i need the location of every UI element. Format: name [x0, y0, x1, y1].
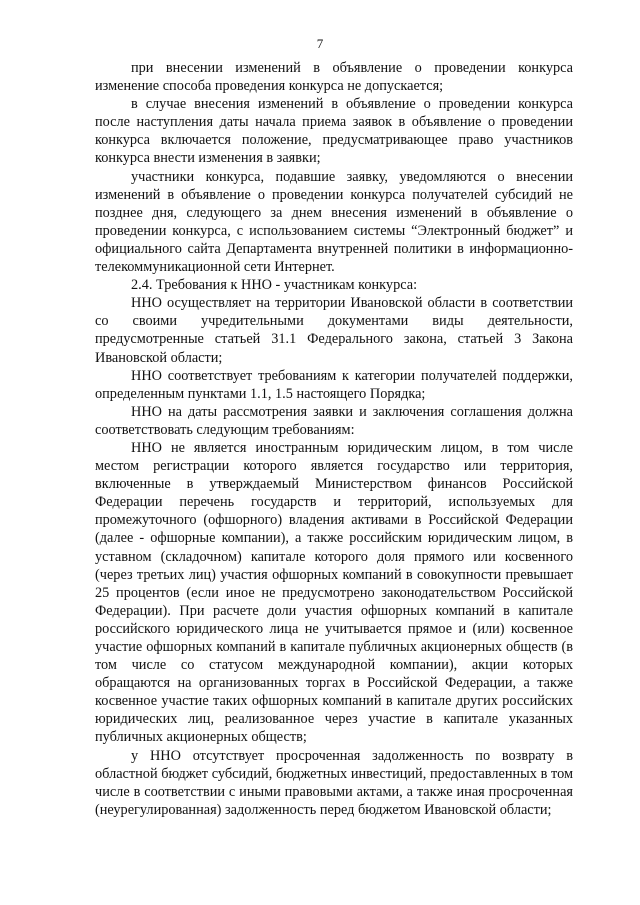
paragraph: в случае внесения изменений в объявление о проведении конкурса после наступления даты начала приема заявок в объявление о проведении конкурса включается положение, предусматривающее право участников конкурса внести изменения в заявки; — [95, 96, 573, 167]
paragraph: ННО не является иностранным юридическим лицом, в том числе местом регистрации которого является государство или территория, включенные в утверждаемый Министерством финансов Российской Федерации перечень государств и территорий, используемых для промежуточного (офшорного) владения активами в Российской Федерации (далее - офшорные компании), а также российским юридическим лицом, в уставном (складочном) капитале которого доля прямого или косвенного (через третьих лиц) участия офшорных компаний в совокупности превышает 25 процентов (если иное не предусмотрено законодательством Российской Федерации). При расчете доли участия офшорных компаний в капитале российского юридического лица не учитывается прямое и (или) косвенное участие офшорных компаний в капитале публичных акционерных обществ (в том числе со статусом международной компании), акции которых обращаются на организованных торгах в Российской Федерации, а также косвенное участие таких офшорных компаний в капитале других российских юридических лиц, реализованное через участие в капитале указанных публичных акционерных обществ; — [95, 439, 573, 746]
section-heading: 2.4. Требования к ННО - участникам конкурса: — [131, 277, 418, 294]
paragraph: при внесении изменений в объявление о проведении конкурса изменение способа проведения конкурса не допускается; — [95, 60, 573, 95]
paragraph: ННО соответствует требованиям к категории получателей поддержки, определенным пунктами 1.1, 1.5 настоящего Порядка; — [95, 367, 573, 402]
paragraph: участники конкурса, подавшие заявку, уведомляются о внесении изменений в объявление о проведении конкурса получателей субсидий не позднее дня, следующего за днем внесения изменений в объявление о проведении конкурса, с использованием системы “Электронный бюджет” и официального сайта Департамента внутренней политики в информационно-телекоммуникационной сети Интернет. — [95, 168, 573, 276]
document-body — [95, 59, 573, 819]
paragraph: ННО на даты рассмотрения заявки и заключения соглашения должна соответствовать следующим требованиям: — [95, 403, 573, 438]
page-number: 7 — [316, 36, 324, 51]
paragraph: у ННО отсутствует просроченная задолженность по возврату в областной бюджет субсидий, бюджетных инвестиций, предоставленных в том числе в соответствии с иными правовыми актами, а также иная просроченная (неурегулированная) задолженность перед бюджетом Ивановской области; — [95, 747, 573, 818]
paragraph: ННО осуществляет на территории Ивановской области в соответствии со своими учредительными документами виды деятельности, предусмотренные статьей 31.1 Федерального закона, статьей 3 Закона Ивановской области; — [95, 295, 573, 366]
